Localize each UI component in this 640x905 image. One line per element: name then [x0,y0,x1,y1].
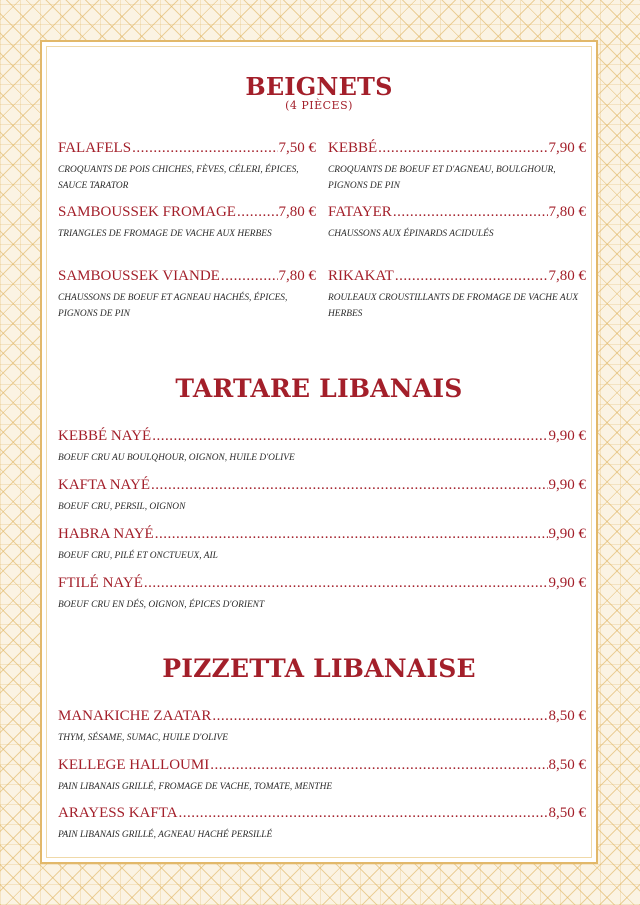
item-name: ARAYESS KAFTA [58,805,178,821]
item-price: 9,90 € [548,526,586,542]
item-price: 8,50 € [548,757,586,773]
item-description: CHAUSSONS DE BOEUF ET AGNEAU HACHÉS, ÉPICES, PIGNONS DE PIN [58,293,288,319]
section-title-tartare: TARTARE LIBANAIS [175,374,463,403]
item-price: 7,80 € [548,204,586,220]
menu-item-rikakat [328,268,586,322]
menu-item-samboussek-fromage [58,204,316,242]
item-price: 9,90 € [548,428,586,444]
item-name: HABRA NAYÉ [58,526,154,542]
item-description: BOEUF CRU, PILÉ ET ONCTUEUX, AIL [58,551,218,561]
menu-item-kebbe [328,140,586,194]
menu-item-fatayer [328,204,586,242]
item-description: PAIN LIBANAIS GRILLÉ, FROMAGE DE VACHE, TOMATE, MENTHE [58,782,333,792]
item-price: 8,50 € [548,805,586,821]
menu-item-falafels [58,140,316,194]
item-price: 7,80 € [278,268,316,284]
item-description: BOEUF CRU AU BOULQHOUR, OIGNON, HUILE D'OLIVE [58,453,295,463]
leader-dots [132,140,277,157]
menu-item-habra-naye [58,526,586,564]
item-description: THYM, SÉSAME, SUMAC, HUILE D'OLIVE [58,733,228,743]
leader-dots [151,477,547,494]
leader-dots [212,708,547,725]
item-price: 7,50 € [278,140,316,156]
menu-item-kafta-naye [58,477,586,515]
section-subtitle-beignets: (4 PIÈCES) [285,99,353,112]
item-name: KAFTA NAYÉ [58,477,151,493]
item-price: 9,90 € [548,477,586,493]
leader-dots [155,526,548,543]
item-name: RIKAKAT [328,268,394,284]
item-price: 8,50 € [548,708,586,724]
item-description: CROQUANTS DE POIS CHICHES, FÈVES, CÉLERI, ÉPICES, SAUCE TARATOR [58,165,299,191]
leader-dots [378,140,547,157]
item-name: SAMBOUSSEK FROMAGE [58,204,236,220]
leader-dots [179,805,548,822]
leader-dots [393,204,548,221]
item-name: FTILÉ NAYÉ [58,575,143,591]
section-title-pizzetta: PIZZETTA LIBANAISE [162,654,476,683]
menu-item-samboussek-viande [58,268,316,322]
leader-dots [152,428,547,445]
item-name: KEBBÉ [328,140,378,156]
leader-dots [395,268,548,285]
item-description: ROULEAUX CROUSTILLANTS DE FROMAGE DE VACHE AUX HERBES [328,293,579,319]
item-price: 7,90 € [548,140,586,156]
item-name: KEBBÉ NAYÉ [58,428,152,444]
item-description: CHAUSSONS AUX ÉPINARDS ACIDULÉS [328,229,494,239]
leader-dots [221,268,278,285]
item-price: 7,80 € [548,268,586,284]
item-description: TRIANGLES DE FROMAGE DE VACHE AUX HERBES [58,229,272,239]
item-name: FALAFELS [58,140,132,156]
item-description: BOEUF CRU EN DÉS, OIGNON, ÉPICES D'ORIENT [58,600,265,610]
item-price: 9,90 € [548,575,586,591]
item-name: SAMBOUSSEK VIANDE [58,268,220,284]
menu-item-manakiche-zaatar [58,708,586,746]
item-description: BOEUF CRU, PERSIL, OIGNON [58,502,186,512]
leader-dots [144,575,548,592]
menu-item-arayess-kafta [58,805,586,843]
leader-dots [210,757,547,774]
item-description: PAIN LIBANAIS GRILLÉ, AGNEAU HACHÉ PERSILLÉ [58,830,273,840]
item-name: FATAYER [328,204,392,220]
menu-item-ftile-naye [58,575,586,613]
item-description: CROQUANTS DE BOEUF ET D'AGNEAU, BOULGHOUR, PIGNONS DE PIN [328,165,556,191]
item-price: 7,80 € [278,204,316,220]
menu-panel [40,40,598,864]
menu-item-kebbe-naye [58,428,586,466]
item-name: KELLEGE HALLOUMI [58,757,210,773]
menu-item-kellege-halloumi [58,757,586,795]
leader-dots [237,204,278,221]
section-title-beignets: BEIGNETS [245,72,393,101]
item-name: MANAKICHE ZAATAR [58,708,212,724]
